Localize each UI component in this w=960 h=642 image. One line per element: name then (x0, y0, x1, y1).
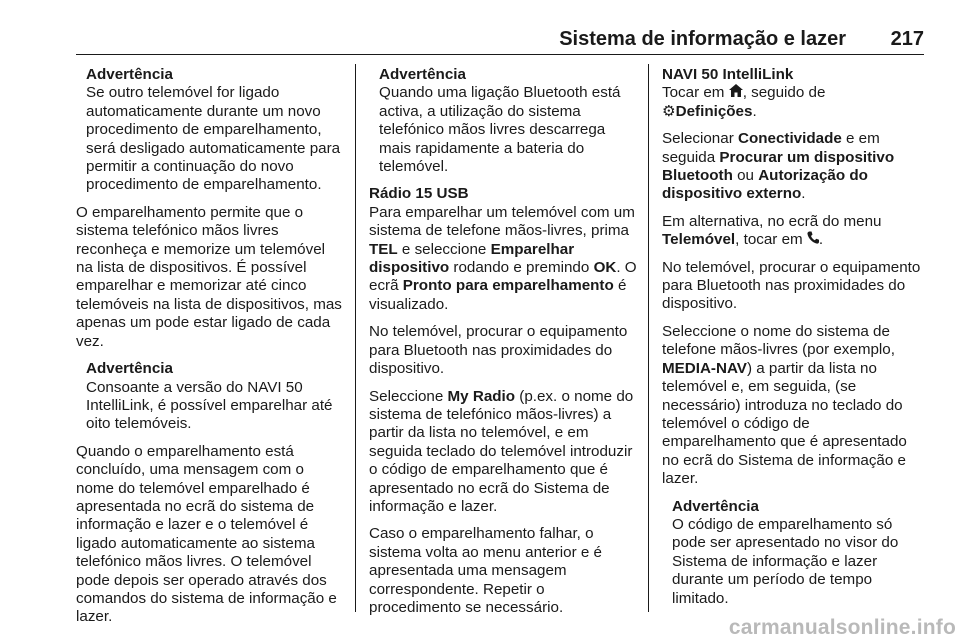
paragraph (369, 204, 639, 314)
paragraph (662, 213, 926, 250)
text: e em seguida (662, 130, 880, 166)
term-telemovel: Telemóvel (662, 231, 736, 249)
term-emparelhar: Emparelhar dispositivo (369, 240, 575, 277)
text: é visualizado. (369, 277, 627, 313)
gear-icon: ⚙ (662, 102, 676, 120)
paragraph (369, 388, 639, 517)
text: ou (732, 167, 759, 185)
phone-icon (807, 231, 819, 249)
text: Para emparelhar um telemóvel com um sistema de telefone mãos-livres, prima (369, 203, 635, 240)
text: Seleccione o nome do sistema de telefone mãos-livres (por exemplo, (662, 322, 895, 359)
note-block (86, 66, 346, 195)
term-pronto: Pronto para emparelhamento (402, 277, 614, 295)
paragraph: Quando o emparelhamento está concluído, uma mensagem com o nome do telemóvel emparelhado é apresentada no ecrã do sistema de informação e lazer e o telemóvel é ligado automaticamente ao sistema telefónico mãos livres. O telemóvel pode depois ser operado através dos comandos do sistema de informação e lazer. (76, 442, 337, 626)
note-title: Advertência (672, 497, 759, 515)
term-conectividade: Conectividade (737, 130, 842, 148)
term-procurar: Procurar um dispositivo Bluetooth (662, 148, 895, 185)
column-2 (369, 66, 639, 626)
term-my-radio: My Radio (447, 387, 516, 405)
term-ok: OK (593, 259, 617, 277)
term-media-nav: MEDIA-NAV (662, 359, 747, 377)
text: rodando e premindo (449, 259, 594, 277)
text: (p.ex. o nome do sistema de telefónico mãos-livres) a partir da lista no telemóvel, e em seguida teclado do telemóvel introduzir o código de emparelhamento que é apresentado no ecrã do Sistema de informação e lazer. (369, 387, 634, 515)
text: , tocar em (735, 231, 807, 249)
note-body: Quando uma ligação Bluetooth está activa, a utilização do sistema telefónico mãos livres descarrega mais rapidamente a bateria do telemóvel. (379, 84, 621, 176)
term-definicoes: Definições (675, 102, 753, 120)
paragraph: No telemóvel, procurar o equipamento para Bluetooth nas proximidades do dispositivo. (369, 323, 628, 378)
column-divider-1 (355, 64, 356, 612)
note-title: Advertência (379, 66, 466, 83)
text: , seguido de (742, 84, 826, 102)
text: e seleccione (397, 240, 491, 258)
note-block (672, 498, 926, 608)
text: . (752, 102, 757, 120)
column-1 (76, 66, 346, 636)
note-body: Se outro telemóvel for ligado automaticamente durante um novo procedimento de emparelhamento, será desligado automaticamente para permitir a continuação do novo procedimento de emparelhamento. (86, 84, 341, 194)
text: ) a partir da lista no telemóvel e, em seguida, (se necessário) introduza no teclado do telemóvel o código de emparelhamento que é apresentado no ecrã do Sistema de informação e lazer. (662, 359, 907, 488)
paragraph: O emparelhamento permite que o sistema telefónico mãos livres reconheça e memorize um telemóvel na lista de dispositivos. É possível emparelhar e memorizar até cinco telemóveis na lista de dispositivos, mas apenas um pode estar ligado de cada vez. (76, 203, 342, 350)
text: Tocar em (662, 84, 729, 102)
paragraph: Caso o emparelhamento falhar, o sistema volta ao menu anterior e é apresentada uma mensagem correspondente. Repetir o procedimento se necessário. (369, 525, 602, 616)
term-tel: TEL (369, 240, 398, 258)
note-title: Advertência (86, 66, 173, 83)
watermark: carmanualsonline.info (728, 616, 956, 639)
note-title: Advertência (86, 360, 173, 378)
paragraph (662, 323, 926, 489)
text: . O ecrã (369, 259, 637, 295)
text: . (818, 231, 824, 249)
header-divider (76, 54, 924, 55)
text: . (801, 185, 806, 203)
page-number: 217 (890, 28, 924, 50)
note-body: O código de emparelhamento só pode ser apresentado no visor do Sistema de informação e lazer durante um período de tempo limitado. (672, 515, 899, 607)
column-divider-2 (648, 64, 649, 612)
page-header (76, 28, 924, 50)
section-heading: Rádio 15 USB (369, 185, 469, 203)
section-heading: NAVI 50 IntelliLink (662, 66, 794, 83)
term-autorizacao: Autorização do dispositivo externo (662, 167, 868, 203)
column-3 (662, 66, 926, 617)
paragraph (662, 130, 926, 204)
note-block (379, 66, 639, 176)
text: Em alternativa, no ecrã do menu (662, 212, 882, 230)
note-block (86, 360, 346, 434)
text: Seleccione (369, 387, 448, 405)
page-title: Sistema de informação e lazer (559, 28, 846, 50)
text: Selecionar (662, 130, 738, 148)
note-body: Consoante a versão do NAVI 50 IntelliLink, é possível emparelhar até oito telemóveis. (86, 378, 333, 433)
home-icon (729, 84, 743, 102)
paragraph (662, 84, 926, 121)
paragraph: No telemóvel, procurar o equipamento para Bluetooth nas proximidades do dispositivo. (662, 258, 921, 313)
